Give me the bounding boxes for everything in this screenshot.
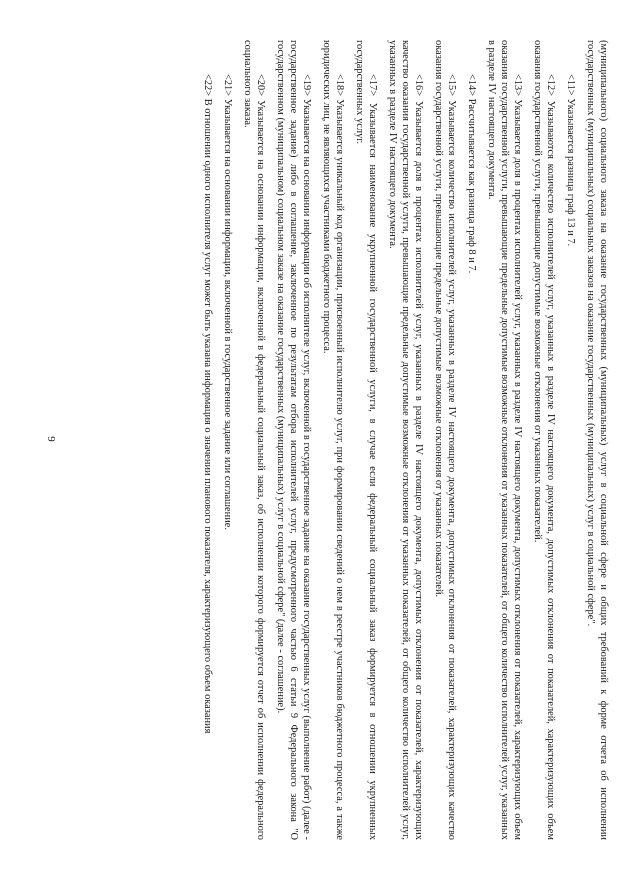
footnote-19: <19> Указывается на основании информации об исполнителе услуг, включенной в государственное задание на оказание государственных услуг (выполнение работ) (далее - государственное задание) либо в соглашение, заключенное по результатам отбора исполнителей услуг, предусмотренного частью 6 статьи 9 Федерального закона "О государственном (муниципальном) социальном заказе на оказание государственных (муниципальных) услуг в социальной сфере" (далее - соглашение). bbox=[275, 40, 312, 840]
footnote-15: <15> Указывается количество исполнителей услуг, указанных в разделе IV настоящего документа, допустимых отклонения от показателей, характеризующих качество оказания государственной услуги, превышающие предельные допустимые возможные отклонения от указанных показателей. bbox=[433, 40, 457, 840]
rotated-text-block bbox=[62, 40, 610, 840]
footnote-13: <13> Указывается доля в процентах исполнителей услуг, указанных в разделе IV настоящего документа, допустимых отклонения от показателей, характеризующих объем оказания государственной услуги, превышающие предельные допустимые возможные отклонения от указанных показателей, от общего количество исполнителей услуг, указанных в разделе IV настоящего документа. bbox=[486, 40, 523, 840]
footnote-14: <14> Рассчитывается как разница граф 8 и 7. bbox=[466, 74, 477, 274]
footnote-11: <11> Указывается разница граф 13 и 7. bbox=[565, 74, 576, 247]
footnote-21: <21> Указывается на основании информации, включенной в государственное задание или соглашение. bbox=[222, 74, 233, 531]
footnote-22: <22> В отношении одного исполнителя услуг может быть указана информация о значении планового показателя, характеризующего объем оказания bbox=[202, 74, 213, 734]
footnote-12: <12> Указываются количество исполнителей услуг, указанных в разделе IV настоящего документа, допустимых отклонения от показателей, характеризующих объем оказания государственной услуги, превышающие допустимые возможные отклонения от указанных показателей. bbox=[532, 40, 556, 840]
paragraph-continuation: (муниципального) социального заказа на оказание государственных (муниципальных) услуг в социальной сфере и общих требований к форме отчета об исполнении государственных (муниципальных) социальных заказов на оказание государственных (муниципальных) услуг в социальной сфере". bbox=[585, 40, 609, 840]
page-number: 9 bbox=[45, 436, 57, 442]
footnote-20: <20> Указывается на основании информации, включенной в федеральный социальный заказ, об исполнении которого формируется отчет об исполнении федерального социального заказа. bbox=[242, 40, 266, 840]
footnote-18: <18> Указывается уникальный код организации, присвоенный исполнителю услуг, при формировании сведений о нем в реестре участников бюджетного процесса, а также юридических лиц, не являющихся участниками бюджетного процесса. bbox=[321, 40, 345, 840]
footnote-17: <17> Указывается наименование укрупненной государственной услуги, в случае если федеральный социальный заказ формируется в отношении укрупненных государственных услуг. bbox=[354, 40, 378, 840]
footnote-16: <16> Указывается доля в процентах исполнителей услуг, указанных в разделе IV настоящего документа, допустимых отклонения от показателей, характеризующих качество оказания государственной услуги, превышающие предельные допустимые возможные отклонения от указанных показателей, от общего количество исполнителей услуг, указанных в разделе IV настоящего документа. bbox=[387, 40, 424, 840]
